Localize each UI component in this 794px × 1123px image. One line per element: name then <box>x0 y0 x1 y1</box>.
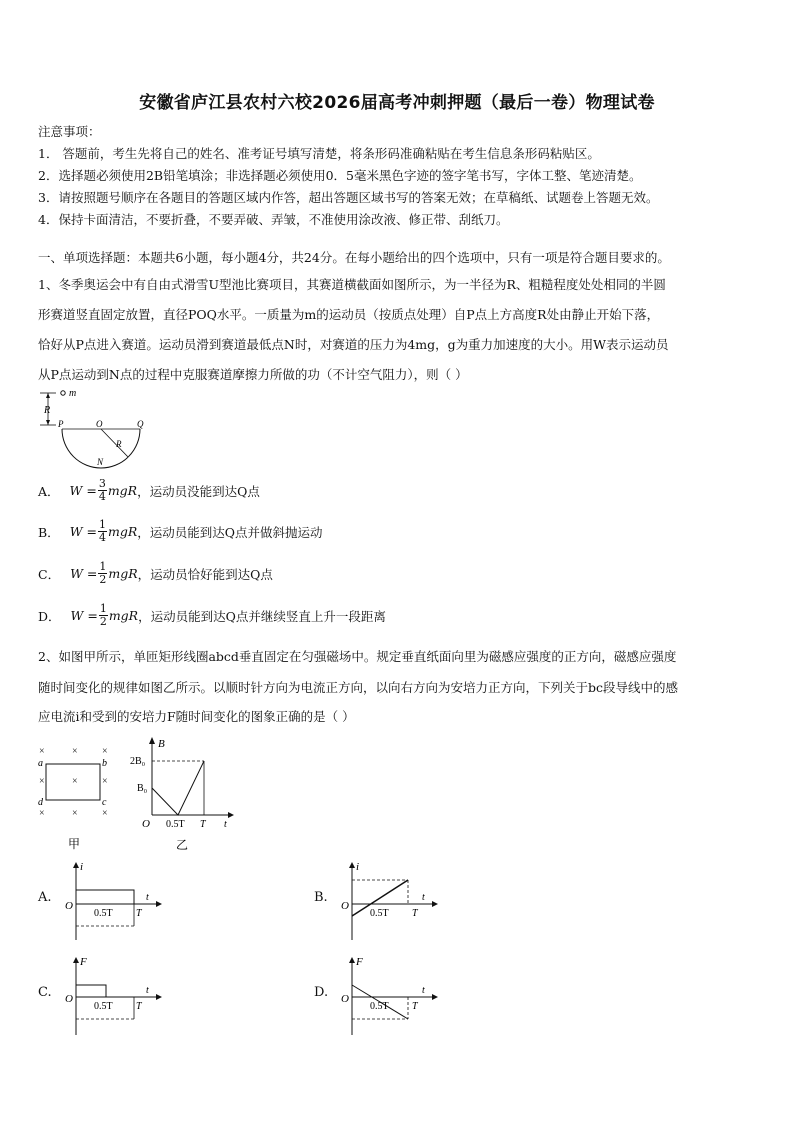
x-arrow <box>228 812 234 818</box>
notice-item: 3．请按照题号顺序在各题目的答题区域内作答，超出答题区域书写的答案无效；在草稿纸、试题卷上答题无效。 <box>38 190 659 205</box>
svg-text:0.5T: 0.5T <box>94 1001 113 1012</box>
q2-graph-c[interactable] <box>62 955 172 1039</box>
q2-option-b-label[interactable]: B. <box>314 890 328 905</box>
label-Q: Q <box>137 419 144 429</box>
fig-jia-coil <box>34 740 124 852</box>
q2-option-d-label[interactable]: D. <box>314 985 329 1000</box>
svg-text:F: F <box>356 956 363 968</box>
fraction: $\frac{1}{2}$ <box>99 602 107 628</box>
section-heading: 一、单项选择题：本题共6小题，每小题4分，共24分。在每小题给出的四个选项中，只有一项是符合题目要求的。 <box>38 250 670 265</box>
fig-yi-b-graph <box>128 735 243 853</box>
caption-jia: 甲 <box>68 837 81 851</box>
arrow-head-down <box>46 420 50 425</box>
option-desc: ，运动员能到达Q点并继续竖直上升一段距离 <box>138 608 386 624</box>
y-arrow <box>149 737 155 744</box>
svg-text:T: T <box>136 908 142 919</box>
notice-heading: 注意事项： <box>38 124 101 139</box>
option-lhs: W = <box>69 483 97 498</box>
label-2B0: 2B₀ <box>130 756 146 767</box>
field-cross-icon: × <box>72 808 78 819</box>
field-cross-icon: × <box>102 776 108 787</box>
q1-option-c[interactable] <box>38 561 273 586</box>
svg-text:t: t <box>422 985 425 996</box>
option-tail: mgR <box>108 566 138 581</box>
label-c: c <box>102 797 107 808</box>
option-lhs: W = <box>69 524 97 539</box>
option-tail: mgR <box>107 524 138 539</box>
label-a: a <box>38 758 43 769</box>
field-cross-icon: × <box>72 776 78 787</box>
option-tail: mgR <box>107 483 138 498</box>
svg-text:i: i <box>356 861 360 873</box>
q1-option-a[interactable] <box>38 478 260 503</box>
label-B: B <box>158 738 165 750</box>
field-cross-icon: × <box>39 776 45 787</box>
svg-text:t: t <box>422 892 425 903</box>
option-lhs: W = <box>70 608 98 623</box>
svg-text:O: O <box>341 900 349 912</box>
q1-option-d[interactable] <box>38 603 386 628</box>
label-R-radius: R <box>116 439 122 449</box>
svg-text:0.5T: 0.5T <box>370 908 389 919</box>
option-letter: A． <box>38 483 60 499</box>
svg-text:i: i <box>80 861 84 873</box>
label-b: b <box>102 758 107 769</box>
svg-text:T: T <box>412 1001 418 1012</box>
label-T: T <box>200 819 206 830</box>
option-desc: ，运动员没能到达Q点 <box>137 483 260 499</box>
fraction: $\frac{1}{2}$ <box>99 560 107 586</box>
svg-text:O: O <box>341 993 349 1005</box>
option-desc: ，运动员恰好能到达Q点 <box>137 566 273 582</box>
svg-text:T: T <box>136 1001 142 1012</box>
q1-track-figure <box>36 385 156 470</box>
q2-graph-b[interactable] <box>338 860 448 944</box>
label-B0: B₀ <box>137 783 148 794</box>
arrow-head-up <box>46 393 50 398</box>
label-d: d <box>38 797 43 808</box>
svg-text:F: F <box>80 956 87 968</box>
svg-text:t: t <box>146 985 149 996</box>
option-tail: mgR <box>108 608 139 623</box>
label-N: N <box>97 457 104 467</box>
option-desc: ，运动员能到达Q点并做斜抛运动 <box>137 524 323 540</box>
q1-stem-line: 形赛道竖直固定放置，直径POQ水平。一质量为m的运动员（按质点处理）自P点上方高度R处由静止开始下落， <box>38 307 660 322</box>
q2-option-a-label[interactable]: A. <box>38 890 52 905</box>
q1-stem-line: 1、冬季奥运会中有自由式滑雪U型池比赛项目，其赛道横截面如图所示，为一半径为R、粗糙程度处处相同的半圆 <box>38 277 666 292</box>
label-O: O <box>96 419 103 429</box>
q1-stem-line: 恰好从P点进入赛道。运动员滑到赛道最低点N时，对赛道的压力为4mg，g为重力加速度的大小。用W表示运动员 <box>38 337 669 352</box>
q2-stem-line: 2、如图甲所示，单匝矩形线圈abcd垂直固定在匀强磁场中。规定垂直纸面向里为磁感应强度的正方向，磁感应强度 <box>38 649 677 664</box>
label-P: P <box>58 419 64 429</box>
option-letter: C． <box>38 566 61 582</box>
notice-item: 2．选择题必须使用2B铅笔填涂；非选择题必须使用0．5毫米黑色字迹的签字笔书写，字体工整、笔迹清楚。 <box>38 168 642 183</box>
q2-graph-d[interactable] <box>338 955 448 1039</box>
label-0.5T: 0.5T <box>166 819 185 830</box>
field-cross-icon: × <box>39 746 45 757</box>
caption-yi: 乙 <box>176 838 189 852</box>
field-cross-icon: × <box>102 746 108 757</box>
option-letter: B． <box>38 524 60 540</box>
notice-item: 1． 答题前，考生先将自己的姓名、准考证号填写清楚，将条形码准确粘贴在考生信息条形码粘贴区。 <box>38 146 600 161</box>
page-title: 安徽省庐江县农村六校2026届高考冲刺押题（最后一卷）物理试卷 <box>139 93 655 113</box>
field-cross-icon: × <box>72 746 78 757</box>
svg-text:T: T <box>412 908 418 919</box>
notice-item: 4．保持卡面清洁，不要折叠，不要弄破、弄皱，不准使用涂改液、修正带、刮纸刀。 <box>38 212 509 227</box>
svg-text:t: t <box>146 892 149 903</box>
q2-stem-line: 随时间变化的规律如图乙所示。以顺时针方向为电流正方向，以向右方向为安培力正方向，下列关于bc段导线中的感 <box>38 680 679 695</box>
field-cross-icon: × <box>102 808 108 819</box>
label-m: m <box>69 388 77 399</box>
radius-line <box>101 429 128 457</box>
label-O: O <box>142 818 150 830</box>
fraction: $\frac{1}{4}$ <box>98 518 106 544</box>
q2-stem-line: 应电流i和受到的安培力F随时间变化的图象正确的是（ ） <box>38 709 355 724</box>
q2-graph-a[interactable] <box>62 860 172 944</box>
q2-option-c-label[interactable]: C. <box>38 985 52 1000</box>
athlete-point <box>61 391 65 395</box>
svg-text:O: O <box>65 993 73 1005</box>
fraction: $\frac{3}{4}$ <box>98 477 106 503</box>
q1-stem-line: 从P点运动到N点的过程中克服赛道摩擦力所做的功（不计空气阻力），则（ ） <box>38 367 468 382</box>
svg-text:O: O <box>65 900 73 912</box>
svg-text:0.5T: 0.5T <box>370 1001 389 1012</box>
b-curve <box>152 761 204 815</box>
q1-option-b[interactable] <box>38 519 323 544</box>
option-lhs: W = <box>70 566 98 581</box>
option-letter: D． <box>38 608 61 624</box>
field-cross-icon: × <box>39 808 45 819</box>
svg-text:0.5T: 0.5T <box>94 908 113 919</box>
label-t: t <box>224 819 227 830</box>
label-R-height: R <box>44 405 51 416</box>
